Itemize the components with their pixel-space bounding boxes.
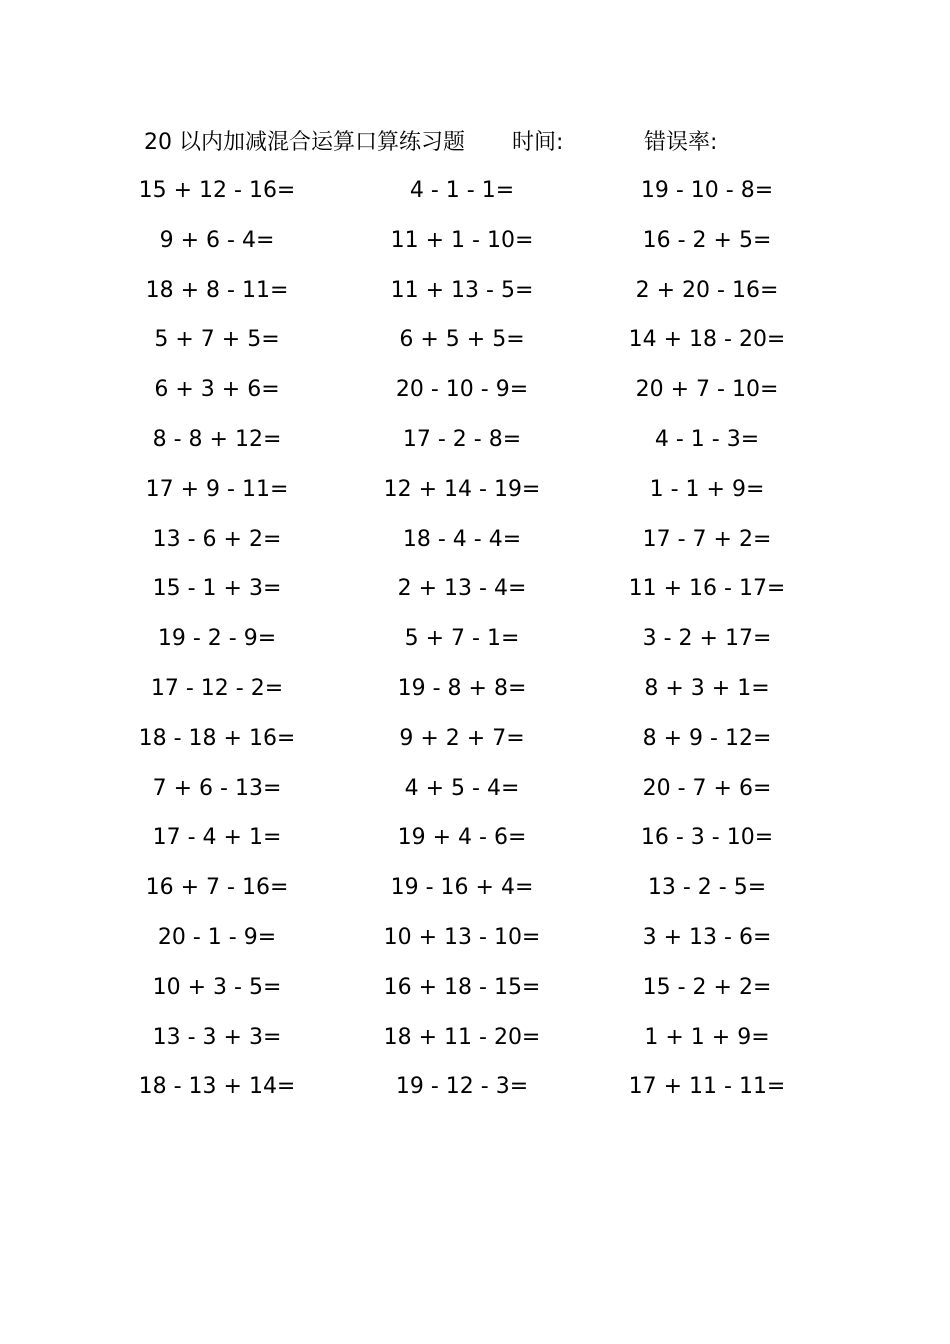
math-problem: 17 - 2 - 8= xyxy=(402,427,522,452)
problem-row xyxy=(0,868,950,908)
math-problem: 17 + 11 - 11= xyxy=(628,1074,786,1100)
problem-row xyxy=(0,271,950,311)
math-problem: 18 + 8 - 11= xyxy=(145,277,289,303)
math-problem: 18 + 11 - 20= xyxy=(383,1024,541,1050)
math-problem: 3 - 2 + 17= xyxy=(642,626,772,652)
problem-row xyxy=(0,619,950,659)
problem-row xyxy=(0,769,950,809)
error-rate-label: 错误率: xyxy=(644,130,718,155)
problem-row xyxy=(0,420,950,460)
math-problem: 20 - 7 + 6= xyxy=(642,775,772,801)
math-problem: 4 - 1 - 1= xyxy=(409,178,515,203)
problem-row xyxy=(0,1067,950,1107)
math-problem: 16 + 18 - 15= xyxy=(383,974,541,1000)
math-problem: 7 + 6 - 13= xyxy=(152,775,282,801)
math-problem: 19 - 8 + 8= xyxy=(397,676,527,701)
time-label: 时间: xyxy=(512,130,564,155)
problem-row xyxy=(0,470,950,510)
math-problem: 18 - 13 + 14= xyxy=(138,1074,296,1100)
math-problem: 20 + 7 - 10= xyxy=(635,377,779,403)
math-problem: 8 + 9 - 12= xyxy=(642,725,772,751)
worksheet-header xyxy=(144,128,844,158)
math-problem: 15 + 12 - 16= xyxy=(138,178,296,203)
math-problem: 17 - 12 - 2= xyxy=(150,676,284,701)
math-problem: 19 - 10 - 8= xyxy=(640,178,774,203)
problem-row xyxy=(0,370,950,410)
math-problem: 9 + 6 - 4= xyxy=(159,227,275,253)
math-problem: 13 - 2 - 5= xyxy=(647,875,767,901)
math-problem: 16 + 7 - 16= xyxy=(145,875,289,901)
math-problem: 5 + 7 - 1= xyxy=(404,626,520,652)
page-title: 20 以内加减混合运算口算练习题 xyxy=(144,130,465,155)
problem-row xyxy=(0,818,950,858)
math-problem: 17 - 4 + 1= xyxy=(152,825,282,851)
math-problem: 4 - 1 - 3= xyxy=(654,427,760,452)
math-problem: 8 + 3 + 1= xyxy=(644,676,770,701)
math-problem: 11 + 1 - 10= xyxy=(390,227,534,253)
math-problem: 16 - 2 + 5= xyxy=(642,227,772,253)
problem-row xyxy=(0,320,950,360)
math-problem: 10 + 3 - 5= xyxy=(152,974,282,1000)
problem-row xyxy=(0,171,950,211)
math-problem: 17 - 7 + 2= xyxy=(642,526,772,552)
math-problem: 19 + 4 - 6= xyxy=(397,825,527,851)
problem-row xyxy=(0,1018,950,1058)
problem-row xyxy=(0,719,950,759)
math-problem: 4 + 5 - 4= xyxy=(404,775,520,801)
math-problem: 15 - 2 + 2= xyxy=(642,974,772,1000)
math-problem: 5 + 7 + 5= xyxy=(154,327,280,353)
problem-row xyxy=(0,520,950,560)
math-problem: 14 + 18 - 20= xyxy=(628,327,786,353)
math-problem: 18 - 18 + 16= xyxy=(138,725,296,751)
math-problem: 10 + 13 - 10= xyxy=(383,925,541,950)
math-problem: 2 + 20 - 16= xyxy=(635,277,779,303)
math-problem: 15 - 1 + 3= xyxy=(152,576,282,602)
math-problem: 6 + 5 + 5= xyxy=(399,327,525,353)
math-problem: 12 + 14 - 19= xyxy=(383,476,541,502)
math-problem: 1 + 1 + 9= xyxy=(644,1024,770,1050)
math-problem: 11 + 13 - 5= xyxy=(390,277,534,303)
math-problem: 6 + 3 + 6= xyxy=(154,377,280,403)
math-problem: 20 - 1 - 9= xyxy=(157,925,277,950)
math-problem: 19 - 12 - 3= xyxy=(395,1074,529,1100)
math-problem: 19 - 16 + 4= xyxy=(390,875,534,901)
problem-row xyxy=(0,221,950,261)
math-problem: 18 - 4 - 4= xyxy=(402,526,522,552)
problem-row xyxy=(0,569,950,609)
math-problem: 3 + 13 - 6= xyxy=(642,925,772,950)
math-problem: 8 - 8 + 12= xyxy=(152,427,282,452)
problem-row xyxy=(0,669,950,709)
math-problem: 9 + 2 + 7= xyxy=(399,725,525,751)
math-problem: 19 - 2 - 9= xyxy=(157,626,277,652)
math-problem: 16 - 3 - 10= xyxy=(640,825,774,851)
problem-row xyxy=(0,918,950,958)
math-problem: 11 + 16 - 17= xyxy=(628,576,786,602)
math-problem: 13 - 3 + 3= xyxy=(152,1024,282,1050)
math-problem: 1 - 1 + 9= xyxy=(649,476,765,502)
problem-row xyxy=(0,968,950,1008)
math-problem: 2 + 13 - 4= xyxy=(397,576,527,602)
math-problem: 17 + 9 - 11= xyxy=(145,476,289,502)
math-problem: 13 - 6 + 2= xyxy=(152,526,282,552)
math-problem: 20 - 10 - 9= xyxy=(395,377,529,403)
